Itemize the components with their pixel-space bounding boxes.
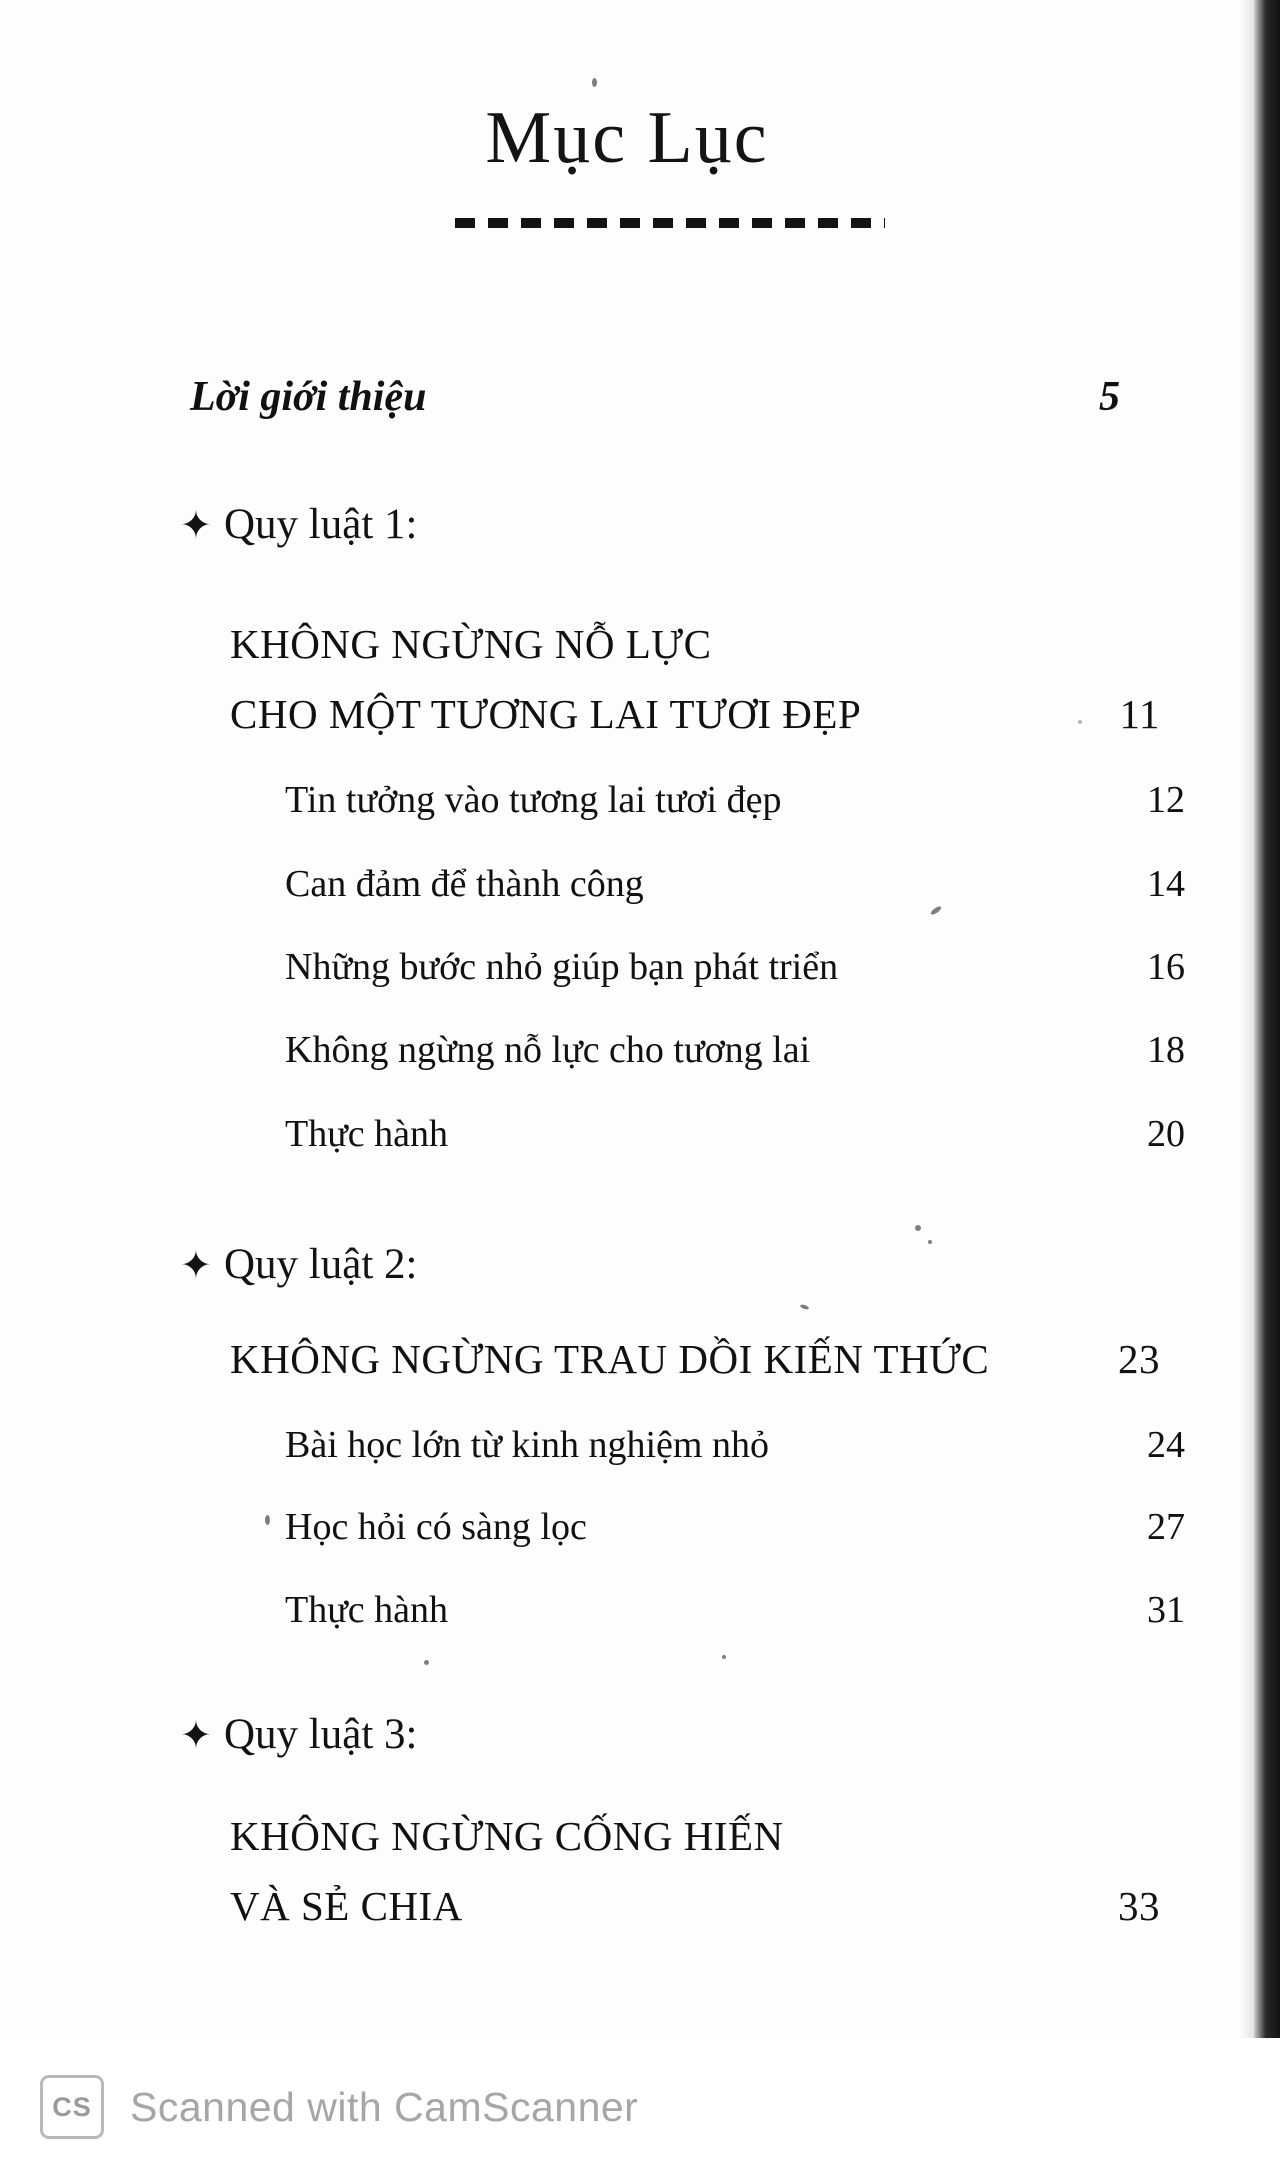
- toc-rule-heading-2-label: Quy luật 2:: [224, 1241, 418, 1288]
- page-edge-shadow: [1240, 0, 1254, 2176]
- camscanner-footer: [0, 2038, 1280, 2176]
- title-divider: [455, 218, 885, 228]
- toc-item-1-4-label: Không ngừng nỗ lực cho tương lai: [285, 1029, 811, 1071]
- toc-item-1-1-page: 12: [1147, 779, 1185, 821]
- toc-chapter-1-line-1[interactable]: [230, 620, 1160, 668]
- page-edge: [1254, 0, 1280, 2176]
- scan-speck: [1078, 720, 1082, 724]
- toc-item-1-1-label: Tin tưởng vào tương lai tươi đẹp: [285, 779, 782, 821]
- toc-item-1-5-page: 20: [1147, 1113, 1185, 1155]
- scan-speck: [930, 905, 943, 916]
- toc-item-1-2[interactable]: [285, 862, 1185, 906]
- scan-speck: [915, 1225, 921, 1231]
- toc-item-2-3-label: Thực hành: [285, 1589, 449, 1631]
- star-bullet-icon: ✦: [180, 1715, 212, 1757]
- toc-rule-heading-2[interactable]: [180, 1240, 1120, 1289]
- toc-item-2-2-label: Học hỏi có sàng lọc: [285, 1506, 587, 1548]
- toc-item-1-2-page: 14: [1147, 863, 1185, 905]
- toc-item-2-3[interactable]: [285, 1588, 1185, 1632]
- toc-chapter-3-line-1[interactable]: [230, 1812, 1160, 1860]
- star-bullet-icon: ✦: [180, 505, 212, 547]
- scan-speck: [800, 1304, 810, 1311]
- scan-speck: [722, 1655, 726, 1659]
- toc-item-2-2[interactable]: [285, 1505, 1185, 1549]
- toc-chapter-1-line-1-label: KHÔNG NGỪNG NỖ LỰC: [230, 621, 712, 667]
- toc-item-1-4-page: 18: [1147, 1029, 1185, 1071]
- toc-chapter-3-page: 33: [1118, 1883, 1160, 1929]
- toc-chapter-1-line-2-label: CHO MỘT TƯƠNG LAI TƯƠI ĐẸP: [230, 691, 862, 737]
- toc-chapter-2-page: 23: [1118, 1336, 1160, 1382]
- toc-item-2-1-label: Bài học lớn từ kinh nghiệm nhỏ: [285, 1424, 769, 1466]
- toc-rule-heading-3-label: Quy luật 3:: [224, 1711, 418, 1758]
- toc-item-1-4[interactable]: [285, 1028, 1185, 1072]
- toc-item-2-3-page: 31: [1147, 1589, 1185, 1631]
- toc-rule-heading-1-label: Quy luật 1:: [224, 501, 418, 548]
- toc-item-1-1[interactable]: [285, 778, 1185, 822]
- toc-item-1-3-label: Những bước nhỏ giúp bạn phát triển: [285, 946, 839, 988]
- toc-entry-intro-page: 5: [1099, 374, 1120, 420]
- toc-entry-intro[interactable]: [190, 373, 1120, 421]
- toc-item-1-3[interactable]: [285, 945, 1185, 989]
- camscanner-watermark-text: Scanned with CamScanner: [130, 2083, 639, 2130]
- toc-item-1-5-label: Thực hành: [285, 1113, 449, 1155]
- toc-item-2-1-page: 24: [1147, 1424, 1185, 1466]
- toc-rule-heading-3[interactable]: [180, 1710, 1120, 1759]
- scan-speck: [265, 1515, 270, 1525]
- star-bullet-icon: ✦: [180, 1245, 212, 1287]
- toc-chapter-2-line-1-label: KHÔNG NGỪNG TRAU DỒI KIẾN THỨC: [230, 1336, 990, 1382]
- page-title: Mục Lục: [485, 97, 769, 179]
- scan-speck: [928, 1240, 932, 1244]
- toc-item-2-1[interactable]: [285, 1423, 1185, 1467]
- toc-chapter-1-line-2[interactable]: [230, 690, 1160, 738]
- scan-speck: [592, 78, 597, 87]
- toc-chapter-2-line-1[interactable]: [230, 1335, 1160, 1383]
- toc-entry-intro-label: Lời giới thiệu: [190, 374, 427, 420]
- scan-speck: [424, 1660, 429, 1665]
- toc-item-2-2-page: 27: [1147, 1506, 1185, 1548]
- toc-chapter-1-page: 11: [1119, 691, 1160, 737]
- toc-chapter-3-line-2[interactable]: [230, 1882, 1160, 1930]
- toc-item-1-3-page: 16: [1147, 946, 1185, 988]
- toc-chapter-3-line-2-label: VÀ SẺ CHIA: [230, 1883, 463, 1929]
- toc-chapter-3-line-1-label: KHÔNG NGỪNG CỐNG HIẾN: [230, 1813, 784, 1859]
- toc-item-1-5[interactable]: [285, 1112, 1185, 1156]
- toc-item-1-2-label: Can đảm để thành công: [285, 863, 644, 905]
- camscanner-badge: CS: [40, 2075, 104, 2139]
- toc-rule-heading-1[interactable]: [180, 500, 1120, 549]
